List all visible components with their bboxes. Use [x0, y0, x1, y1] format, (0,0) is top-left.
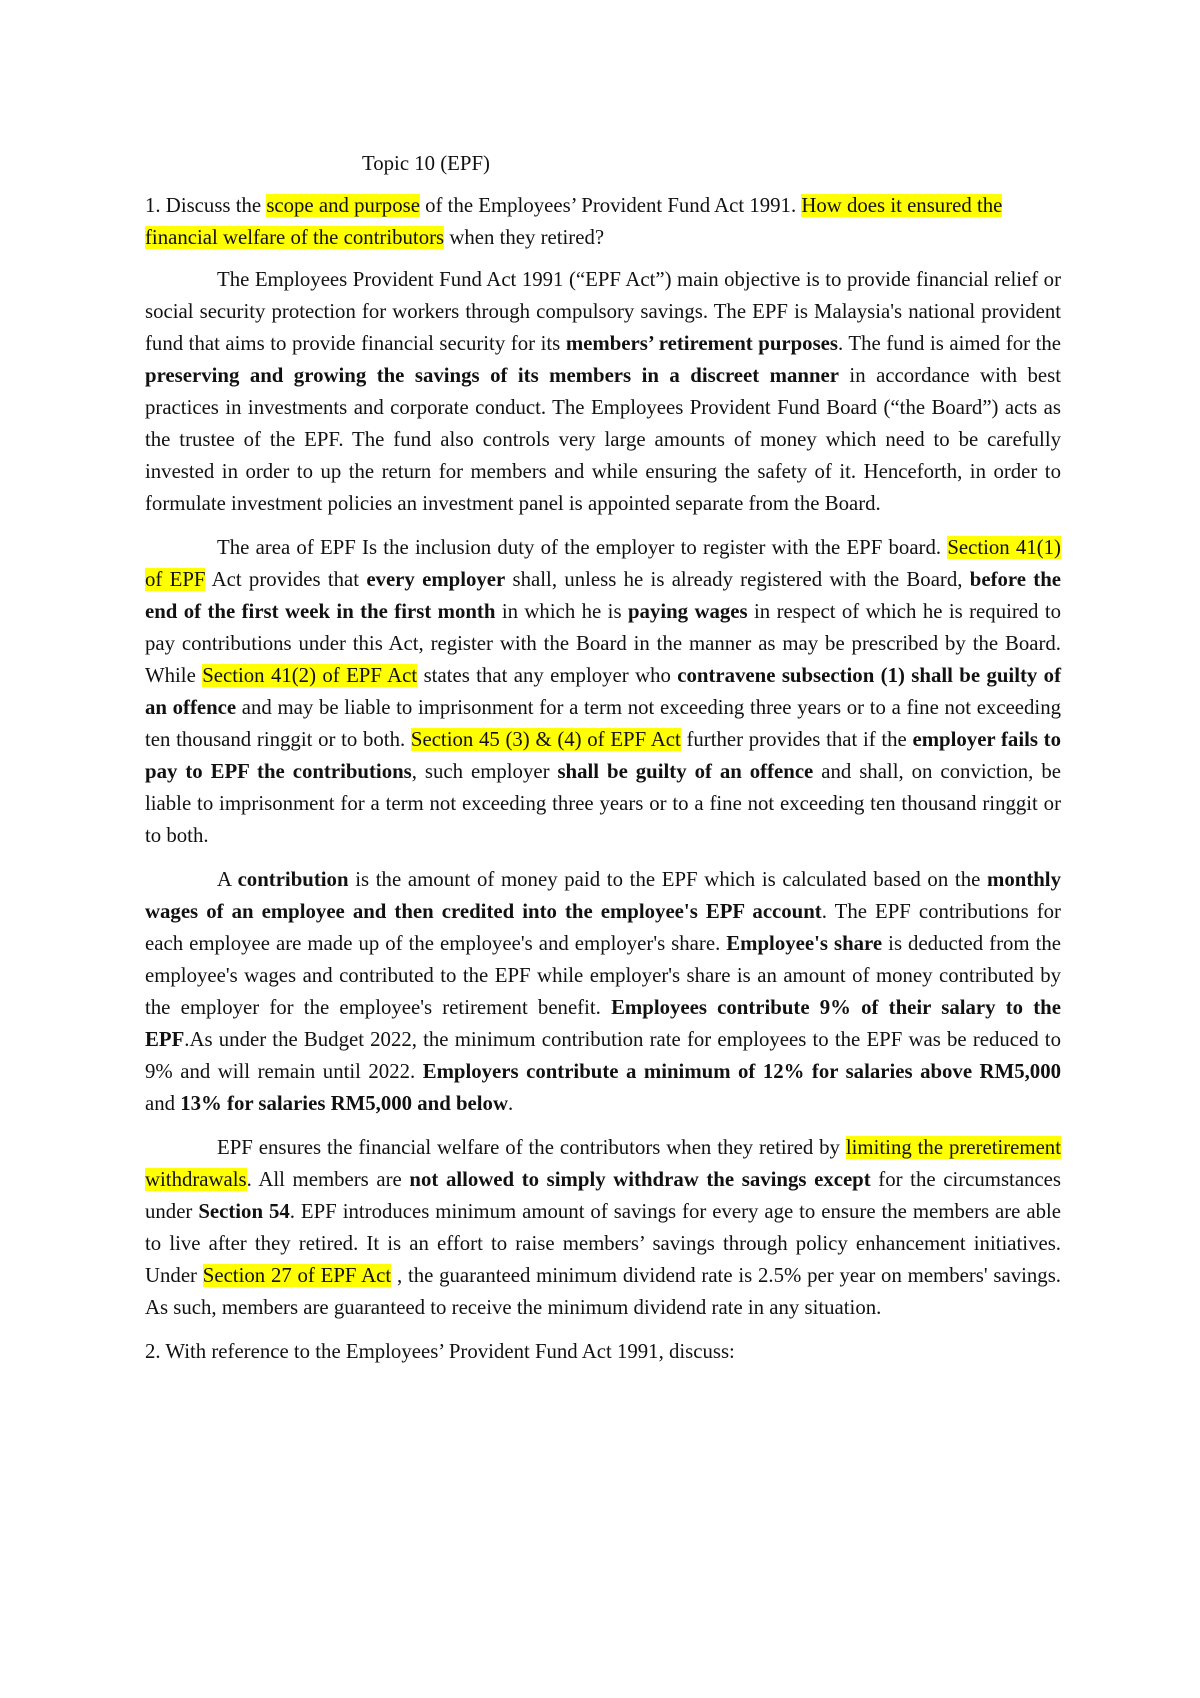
- p2-bold-6: shall be guilty of an offence: [557, 760, 814, 783]
- paragraph-2: [145, 532, 1061, 852]
- p2-bold-1: every employer: [366, 568, 506, 591]
- p3-text-1: A: [217, 868, 238, 891]
- p4-text-3: for the circumstances under: [145, 1168, 1062, 1223]
- p2-text-1: The area of EPF Is the inclusion duty of the employer to register with the EPF board.: [217, 536, 948, 559]
- document-title: Topic 10 (EPF): [362, 152, 490, 175]
- p4-text-5: , the guaranteed minimum dividend rate is 2.5% per year on members' savings. As such, members are guaranteed to receive the minimum dividend rate in any situation.: [145, 1264, 1062, 1319]
- p2-text-7: and may be liable to imprisonment for a term not exceeding three years or to a fine not exceeding ten thousand ringgit or to both.: [145, 696, 1062, 751]
- q1-text-3: when they retired?: [444, 226, 605, 249]
- p2-bold-4: contravene subsection (1) shall be guilty of an offence: [145, 664, 1062, 719]
- p4-highlight-1: limiting the preretirement withdrawals: [145, 1136, 1061, 1191]
- question-1: [145, 190, 1061, 254]
- p3-bold-1: contribution: [237, 868, 349, 891]
- p1-text-3: in accordance with best practices in investments and corporate conduct. The Employees Provident Fund Board (“the Board”) acts as the trustee of the EPF. The fund also controls very large amounts of money which need to be carefully invested in order to up the return for members and while ensuring the safety of it. Henceforth, in order to formulate investment policies an investment panel is appointed separate from the Board.: [145, 364, 1061, 515]
- p1-bold-2: preserving and growing the savings of its members in a discreet manner: [145, 364, 839, 387]
- p3-text-6: and: [145, 1092, 181, 1115]
- paragraph-4: [145, 1132, 1061, 1324]
- p3-text-4: is deducted from the employee's wages and contributed to the EPF while employer's share is an amount of money contributed by the employer for the employee's retirement benefit.: [145, 932, 1061, 1019]
- p3-text-2: is the amount of money paid to the EPF which is calculated based on the: [348, 868, 988, 891]
- p3-text-5: .As under the Budget 2022, the minimum contribution rate for employees to the EPF was be reduced to 9% and will remain until 2022.: [145, 1028, 1061, 1083]
- p4-text-4: . EPF introduces minimum amount of savings for every age to ensure the members are able to live after they retired. It is an effort to raise members’ savings through policy enhancement initiatives. Under: [145, 1200, 1062, 1287]
- paragraph-1: [145, 264, 1061, 520]
- q1-text-1: 1. Discuss the: [145, 194, 267, 217]
- p4-bold-2: Section 54: [198, 1200, 290, 1223]
- p4-text-1: EPF ensures the financial welfare of the contributors when they retired by: [217, 1136, 846, 1159]
- p1-text-1: The Employees Provident Fund Act 1991 (“EPF Act”) main objective is to provide financial relief or social security protection for workers through compulsory savings. The EPF is Malaysia's national provident fund that aims to provide financial security for its: [145, 268, 1061, 355]
- p4-highlight-2: Section 27 of EPF Act: [202, 1264, 392, 1287]
- p2-text-10: and shall, on conviction, be liable to imprisonment for a term not exceeding three years or to a fine not exceeding ten thousand ringgit or to both.: [145, 760, 1061, 847]
- p2-text-9: , such employer: [411, 760, 558, 783]
- q1-highlight-2: How does it ensured the financial welfare of the contributors: [145, 194, 1003, 249]
- p2-bold-2: before the end of the first week in the first month: [145, 568, 1061, 623]
- p2-text-5: in respect of which he is required to pay contributions under this Act, register with the Board in the manner as may be prescribed by the Board. While: [145, 600, 1061, 687]
- p3-bold-2: monthly wages of an employee and then credited into the employee's EPF account: [145, 868, 1061, 923]
- document-page: [145, 150, 1061, 1378]
- p2-highlight-1: Section 41(1) of EPF: [145, 536, 1061, 591]
- p3-bold-4: Employees contribute 9% of their salary to the EPF: [145, 996, 1061, 1051]
- p2-bold-3: paying wages: [627, 600, 748, 623]
- p2-highlight-3: Section 45 (3) & (4) of EPF Act: [410, 728, 681, 751]
- p2-text-8: further provides that if the: [680, 728, 913, 751]
- p1-bold-1: members’ retirement purposes: [565, 332, 838, 355]
- paragraph-3: [145, 864, 1061, 1120]
- p2-highlight-2: Section 41(2) of EPF Act: [202, 664, 418, 687]
- p2-text-2: Act provides that: [205, 568, 367, 591]
- p3-text-7: .: [507, 1092, 514, 1115]
- p1-text-2: . The fund is aimed for the: [838, 332, 1061, 355]
- p2-text-3: shall, unless he is already registered with the Board,: [505, 568, 970, 591]
- p3-text-3: . The EPF contributions for each employee are made up of the employee's and employer's share.: [145, 900, 1061, 955]
- p3-bold-6: 13% for salaries RM5,000 and below: [180, 1092, 508, 1115]
- p2-text-4: in which he is: [495, 600, 628, 623]
- p2-text-6: states that any employer who: [417, 664, 678, 687]
- question-2: 2. With reference to the Employees’ Provident Fund Act 1991, discuss:: [145, 1340, 735, 1363]
- p3-bold-3: Employee's share: [726, 932, 883, 955]
- q1-text-2: of the Employees’ Provident Fund Act 1991.: [419, 194, 802, 217]
- p3-bold-5: Employers contribute a minimum of 12% for salaries above RM5,000: [422, 1060, 1061, 1083]
- p2-bold-5: employer fails to pay to EPF the contributions: [145, 728, 1061, 783]
- p4-bold-1: not allowed to simply withdraw the savings except: [409, 1168, 871, 1191]
- p4-text-2: . All members are: [246, 1168, 410, 1191]
- q1-highlight-1: scope and purpose: [266, 194, 420, 217]
